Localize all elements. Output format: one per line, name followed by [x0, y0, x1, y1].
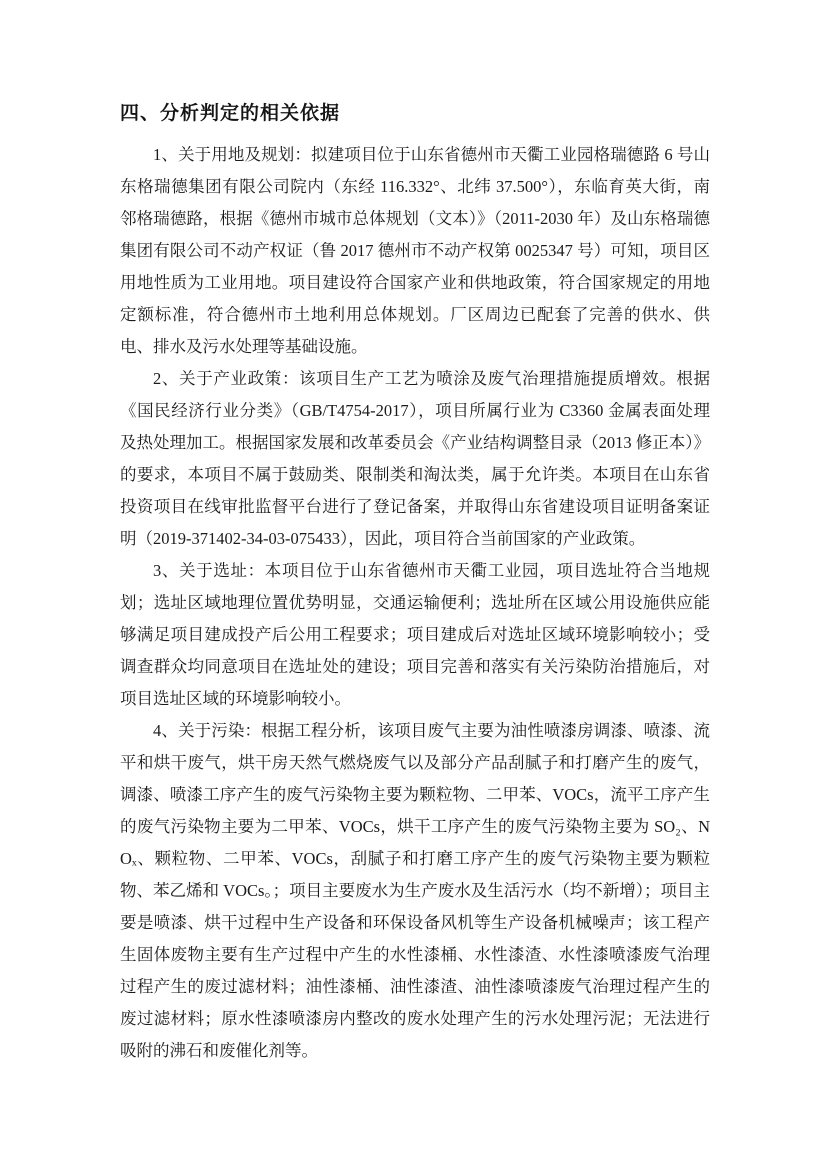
paragraph-site-selection: 3、关于选址：本项目位于山东省德州市天衢工业园，项目选址符合当地规划；选址区域地理位置优势明显，交通运输便利；选址所在区域公用设施供应能够满足项目建成投产后公用工程要求；项目建成后对选址区域环境影响较小；受调查群众均同意项目在选址处的建设；项目完善和落实有关污染防治措施后，对项目选址区域的环境影响较小。: [120, 561, 710, 708]
paragraph-land-and-planning: 1、关于用地及规划：拟建项目位于山东省德州市天衢工业园格瑞德路 6 号山东格瑞德集团有限公司院内（东经 116.332°、北纬 37.500°），东临育英大街，南邻格瑞德路，根据《德州市城市总体规划（文本）》（2011-2030 年）及山东格瑞德集团有限公司不动产权证（鲁 2017 德州市不动产权第 0025347 号）可知，项目区用地性质为工业用地。项目建设符合国家产业和供地政策，符合国家规定的用地定额标准，符合德州市土地利用总体规划。厂区周边已配套了完善的供水、供电、排水及污水处理等基础设施。: [120, 145, 710, 356]
section-heading: 四、分析判定的相关依据: [120, 102, 341, 124]
paragraph-pollution: 4、关于污染：根据工程分析，该项目废气主要为油性喷漆房调漆、喷漆、流平和烘干废气，烘干房天然气燃烧废气以及部分产品刮腻子和打磨产生的废气，调漆、喷漆工序产生的废气污染物主要为颗粒物、二甲苯、VOCs，流平工序产生的废气污染物主要为二甲苯、VOCs，烘干工序产生的废气污染物主要为 SO₂、NOₓ、颗粒物、二甲苯、VOCs，刮腻子和打磨工序产生的废气污染物主要为颗粒物、苯乙烯和 VOCs。；项目主要废水为生产废水及生活污水（均不新增）；项目主要是喷漆、烘干过程中生产设备和环保设备风机等生产设备机械噪声；该工程产生固体废物主要有生产过程中产生的水性漆桶、水性漆渣、水性漆喷漆废气治理过程产生的废过滤材料；油性漆桶、油性漆渣、油性漆喷漆废气治理过程产生的废过滤材料；原水性漆喷漆房内整改的废水处理产生的污水处理污泥；无法进行吸附的沸石和废催化剂等。: [120, 721, 710, 1060]
paragraph-industrial-policy: 2、关于产业政策：该项目生产工艺为喷涂及废气治理措施提质增效。根据《国民经济行业分类》（GB/T4754-2017），项目所属行业为 C3360 金属表面处理及热处理加工。根据国家发展和改革委员会《产业结构调整目录（2013 修正本）》的要求，本项目不属于鼓励类、限制类和淘汰类，属于允许类。本项目在山东省投资项目在线审批监督平台进行了登记备案，并取得山东省建设项目证明备案证明（2019-371402-34-03-075433），因此，项目符合当前国家的产业政策。: [120, 369, 710, 548]
